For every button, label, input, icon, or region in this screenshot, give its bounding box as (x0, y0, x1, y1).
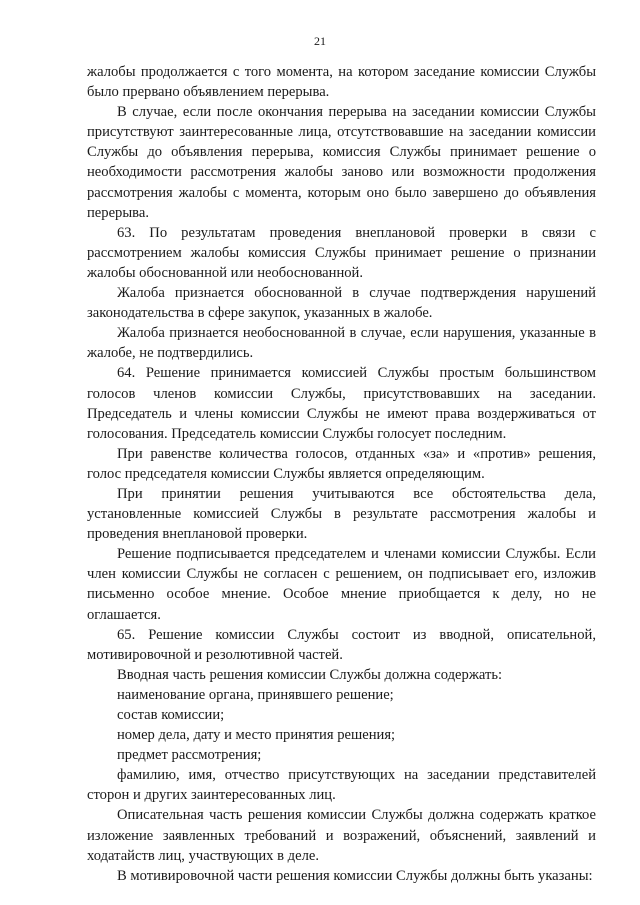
paragraph: В мотивировочной части решения комиссии Службы должны быть указаны: (117, 867, 593, 884)
paragraph: При равенстве количества голосов, отданных «за» и «против» решения, голос председателя комиссии Службы является определяющим. (87, 445, 596, 482)
paragraph: жалобы продолжается с того момента, на котором заседание комиссии Службы было прервано объявлением перерыва. (87, 64, 596, 101)
page-number: 21 (314, 34, 326, 48)
paragraph: 64. Решение принимается комиссией Службы простым большинством голосов членов комиссии Службы, присутствовавших на заседании. Председатель и члены комиссии Службы не имеют права воздерживаться от голосования. Председатель комиссии Службы голосует последним. (87, 365, 596, 442)
paragraph: Жалоба признается необоснованной в случае, если нарушения, указанные в жалобе, не подтвердились. (87, 325, 596, 362)
list-item: номер дела, дату и место принятия решения; (117, 727, 396, 744)
paragraph: При принятии решения учитываются все обстоятельства дела, установленные комиссией Службы в результате рассмотрения жалобы и проведения внеплановой проверки. (87, 485, 596, 543)
paragraph: Описательная часть решения комиссии Службы должна содержать краткое изложение заявленных требований и возражений, объяснений, заявлений и ходатайств лиц, участвующих в деле. (87, 807, 596, 864)
paragraph: В случае, если после окончания перерыва на заседании комиссии Службы присутствуют заинтересованные лица, отсутствовавшие на заседании комиссии Службы до объявления перерыва, комиссия Службы принимает решение о необходимости рассмотрения жалобы заново или возможности продолжения рассмотрения жалобы с момента, которым оно было завершено до объявления перерыва. (87, 104, 596, 221)
paragraph: Жалоба признается обоснованной в случае подтверждения нарушений законодательства в сфере закупок, указанных в жалобе. (87, 285, 596, 322)
paragraph: 65. Решение комиссии Службы состоит из вводной, описательной, мотивировочной и резолютивной частей. (87, 626, 596, 663)
paragraph: Решение подписывается председателем и членами комиссии Службы. Если член комиссии Службы не согласен с решением, он подписывает его, изложив письменно особое мнение. Особое мнение приобщается к делу, но не оглашается. (87, 546, 596, 623)
document-body (87, 62, 596, 886)
list-item: предмет рассмотрения; (117, 747, 262, 764)
paragraph: Вводная часть решения комиссии Службы должна содержать: (117, 666, 503, 683)
list-item: наименование органа, принявшего решение; (117, 686, 394, 703)
paragraph: 63. По результатам проведения внеплановой проверки в связи с рассмотрением жалобы комиссия Службы принимает решение о признании жалобы обоснованной или необоснованной. (87, 224, 596, 281)
list-item: фамилию, имя, отчество присутствующих на заседании представителей сторон и других заинтересованных лиц. (87, 767, 596, 804)
list-item: состав комиссии; (117, 707, 225, 723)
